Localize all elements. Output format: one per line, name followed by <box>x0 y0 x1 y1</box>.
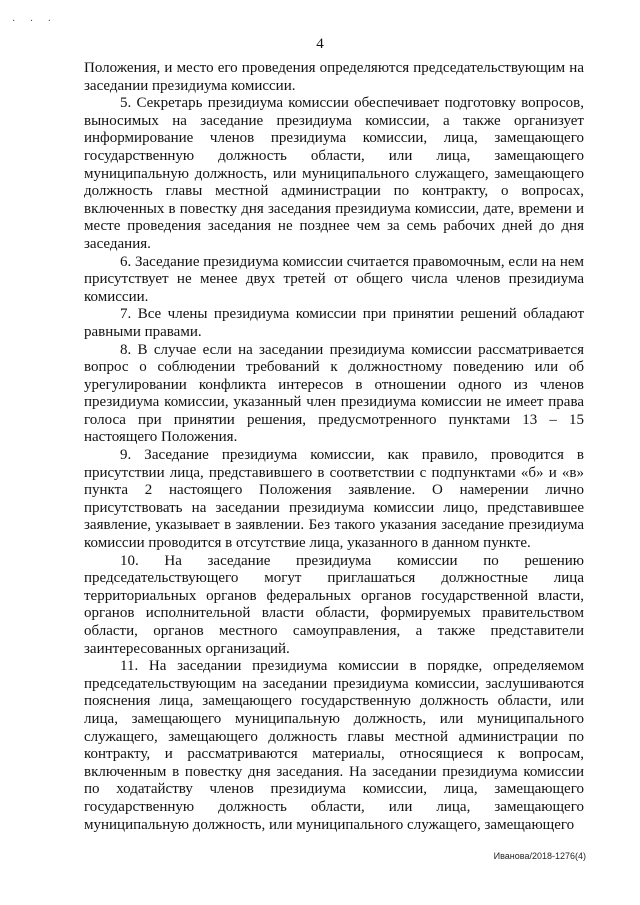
paragraph-9: 9. Заседание президиума комиссии, как правило, проводится в присутствии лица, представившего в соответствии с подпунктами «б» и «в» пункта 2 настоящего Положения заявление. О намерении лично присутствовать на заседании президиума комиссии лицо, представившее заявление, указывает в заявлении. Без такого указания заседание президиума комиссии проводится в отсутствие лица, указанного в данном пункте. <box>84 447 584 552</box>
page-number: 4 <box>316 36 324 52</box>
paragraph-5: 5. Секретарь президиума комиссии обеспечивает подготовку вопросов, выносимых на заседание президиума комиссии, а также организует информирование членов президиума комиссии, лица, замещающего государственную должность области, или лица, замещающего муниципальную должность, или муниципального служащего, замещающего должность главы местной администрации по контракту, о вопросах, включенных в повестку дня заседания президиума комиссии, дате, времени и месте проведения заседания не позднее чем за семь рабочих дней до дня заседания. <box>84 95 584 252</box>
paragraph-8: 8. В случае если на заседании президиума комиссии рассматривается вопрос о соблюдении требований к должностному поведению или об урегулировании конфликта интересов в отношении одного из членов президиума комиссии, указанный член президиума комиссии не имеет права голоса при принятии решения, предусмотренного пунктами 13 – 15 настоящего Положения. <box>84 341 584 446</box>
document-body <box>84 60 584 834</box>
paragraph-6: 6. Заседание президиума комиссии считается правомочным, если на нем присутствует не менее двух третей от общего числа членов президиума комиссии. <box>84 253 584 305</box>
paragraph-11: 11. На заседании президиума комиссии в порядке, определяемом председательствующим на заседании президиума комиссии, заслушиваются пояснения лица, замещающего государственную должность области, или лица, замещающего муниципальную должность, или муниципального служащего, замещающего должность главы местной администрации по контракту, и рассматриваются материалы, относящиеся к вопросам, включенным в повестку дня заседания. На заседании президиума комиссии по ходатайству членов президиума комиссии, лица, замещающего государственную должность области, или лица, замещающего муниципальную должность, или муниципального служащего, замещающего <box>84 658 584 833</box>
scan-specks: · · · <box>12 16 57 27</box>
paragraph-10: 10. На заседание президиума комиссии по решению председательствующего могут приглашаться должностные лица территориальных органов федеральных органов государственной власти, органов исполнительной власти области, формируемых правительством области, органов местного самоуправления, а также представители заинтересованных организаций. <box>84 552 584 657</box>
paragraph-7: 7. Все члены президиума комиссии при принятии решений обладают равными правами. <box>84 306 584 340</box>
document-footer-code: Иванова/2018-1276(4) <box>493 851 586 861</box>
paragraph-continuation: Положения, и место его проведения определяются председательствующим на заседании президиума комиссии. <box>84 60 584 94</box>
